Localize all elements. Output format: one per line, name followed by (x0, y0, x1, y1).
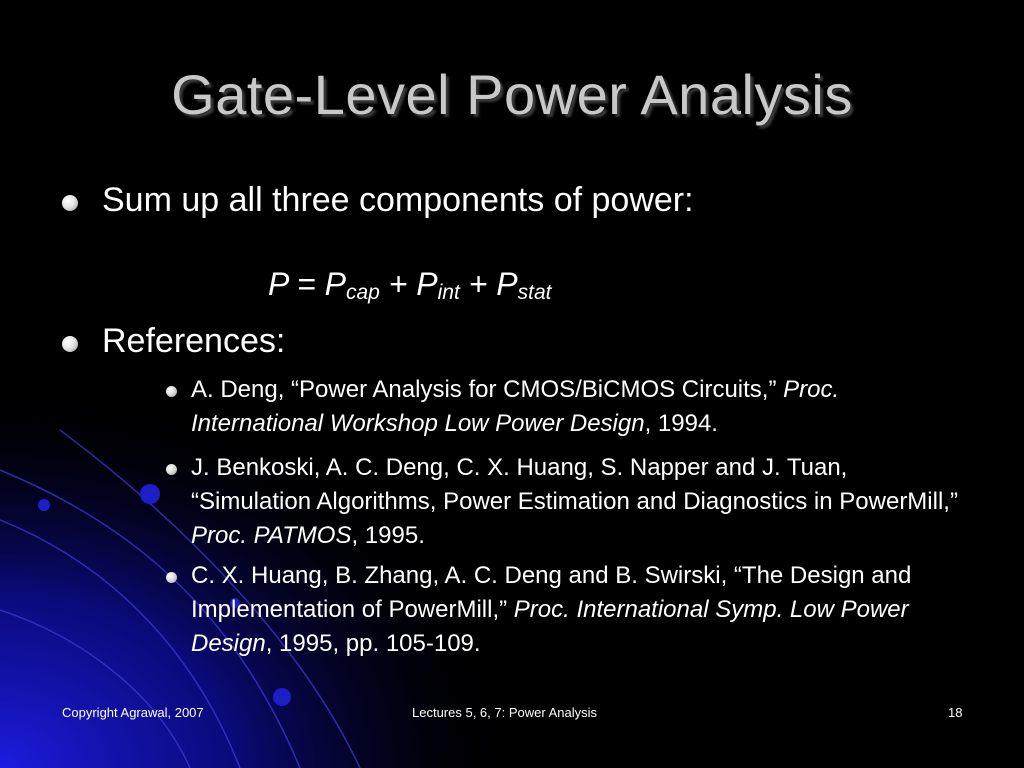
footer-copyright: Copyright Agrawal, 2007 (62, 705, 204, 720)
sub-bullet-dot-icon (166, 386, 177, 397)
power-formula (268, 266, 552, 303)
reference-venue: Proc. International Symp. Low Power Design (191, 596, 909, 657)
formula-term-int: $P_{int}$ (416, 266, 460, 304)
reference-venue: Proc. International Workshop Low Power Design (191, 376, 840, 437)
bullet-dot-icon (62, 336, 78, 352)
reference-venue: Proc. PATMOS (191, 522, 352, 549)
formula-plus: + (379, 266, 417, 302)
formula-equals: = (288, 266, 325, 302)
bullet-dot-icon (62, 195, 78, 211)
formula-term-cap: $P_{cap}$ (324, 266, 380, 304)
formula-lhs: P (268, 266, 289, 302)
sub-bullet-dot-icon (166, 572, 177, 583)
footer-lecture-title: Lectures 5, 6, 7: Power Analysis (412, 705, 597, 720)
formula-term-stat: $P_{stat}$ (496, 266, 552, 304)
footer-page-number: 18 (948, 705, 963, 720)
formula-plus: + (459, 266, 497, 302)
bullet-text: References: (102, 322, 286, 360)
bullet-text: Sum up all three components of power: (102, 181, 694, 219)
sub-bullet-dot-icon (166, 464, 177, 475)
slide-title: Gate-Level Power Analysis (171, 63, 853, 126)
slide: Gate-Level Power Analysis Sum up all three components of power: $P = P_{cap} + P_{int} + P_{stat}$ References: A. Deng, “Power Analysis for CMOS/BiCMOS Circuits,” Proc. International Workshop Low Power Design, 1994. J. Benkoski, A. C. Deng, C. X. Huang, S. Napper and J. Tuan, “Simulation Algorithms, Power Estimation and Diagnostics in PowerMill,” Proc. PATMOS, 1995. C. X. Huang, B. Zhang, A. C. Deng and B. Swirski, “The Design and Implementation of PowerMill,” Proc. International Symp. Low Power Design, 1995, pp. 105-109. Copyright Agrawal, 2007 Lectures 5, 6, 7: Power Analysis 18 (0, 0, 1024, 768)
